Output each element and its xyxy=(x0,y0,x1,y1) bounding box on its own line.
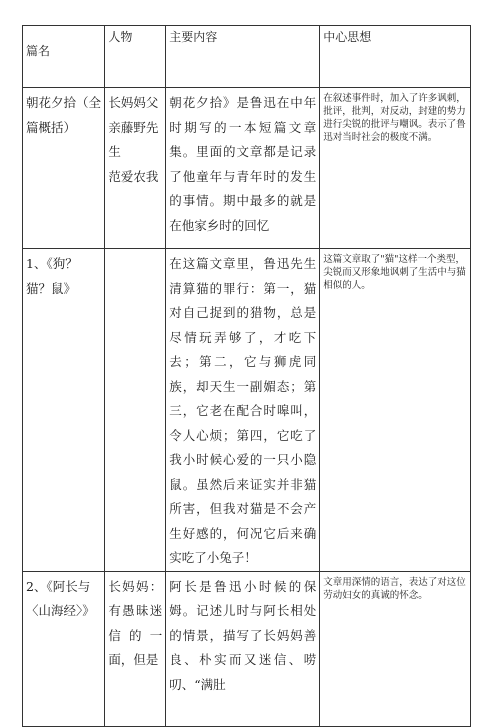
header-characters: 人物 xyxy=(105,26,166,88)
row-theme: 文章用深情的语言，表达了对这位劳动妇女的真诚的怀念。 xyxy=(320,571,471,726)
header-content: 主要内容 xyxy=(166,26,320,88)
row-title: 1、《狗？猫？鼠》 xyxy=(23,249,105,572)
table-row xyxy=(23,88,471,249)
header-theme: 中心思想 xyxy=(320,26,471,88)
row-theme: 在叙述事件时，加入了许多讽刺，批评，批判，对反动，封建的势力进行尖锐的批评与嘲讽。表示了鲁迅对当时社会的极度不满。 xyxy=(320,88,471,249)
table-row xyxy=(23,571,471,726)
row-content: 朝花夕拾》是鲁迅在中年时期写的一本短篇文章集。里面的文章都是记录了他童年与青年时的发生的事情。期中最多的就是在他家乡时的回忆 xyxy=(166,88,320,249)
header-title: 篇名 xyxy=(23,26,105,88)
row-characters xyxy=(105,249,166,572)
character-line: 范爱农我 xyxy=(108,168,159,184)
character-line: 长妈妈父亲藤野先生 xyxy=(108,95,159,159)
row-theme: 这篇文章取了"猫"这样一个类型，尖锐而又形象地讽刺了生活中与猫相似的人。 xyxy=(320,249,471,572)
reading-notes-table xyxy=(22,25,471,727)
row-title: 朝花夕拾（全篇概括） xyxy=(23,88,105,249)
row-content: 在这篇文章里，鲁迅先生清算猫的罪行：第一，猫对自己捉到的猎物，总是尽情玩弄够了，才吃下去；第二，它与狮虎同族，却天生一副媚态；第三，它老在配合时嗥叫，令人心烦；第四，它吃了我小时候心爱的一只小隐鼠。虽然后来证实并非猫所害，但我对猫是不会产生好感的，何况它后来确实吃了小兔子！ xyxy=(166,249,320,572)
header-row xyxy=(23,26,471,88)
row-content: 阿长是鲁迅小时候的保姆。记述儿时与阿长相处的情景，描写了长妈妈善良、朴实而又迷信、唠叨、“满肚 xyxy=(166,571,320,726)
row-characters xyxy=(105,571,166,726)
row-characters xyxy=(105,88,166,249)
row-title: 2、《阿长与〈山海经〉》 xyxy=(23,571,105,726)
character-line: 长妈妈：有愚昧迷信的一面，但是 xyxy=(108,578,163,667)
table-row xyxy=(23,249,471,572)
